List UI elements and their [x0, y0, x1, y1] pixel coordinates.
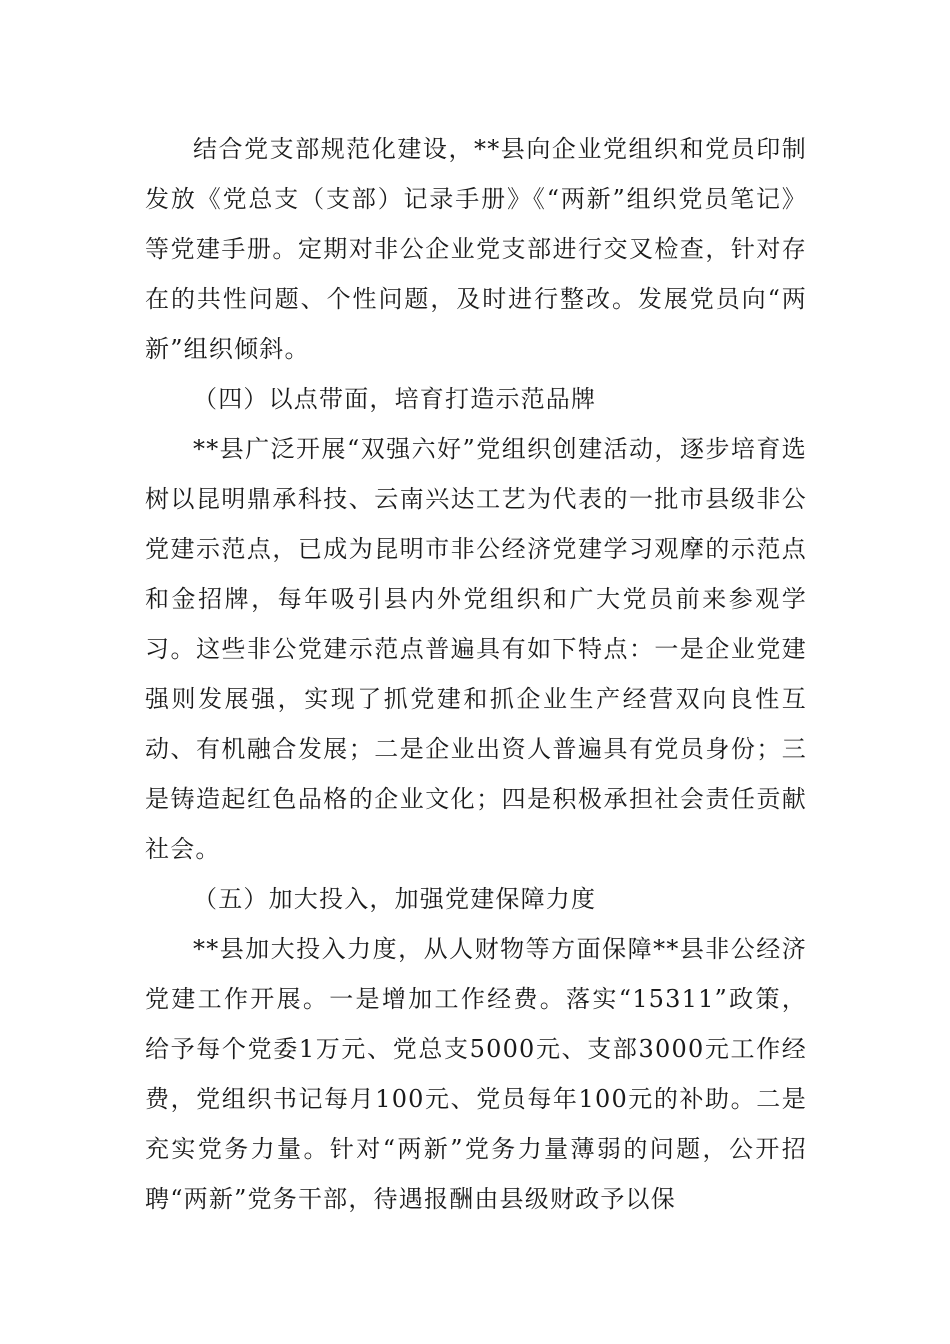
- document-body: [145, 124, 807, 1224]
- section-heading-5: （五）加大投入，加强党建保障力度: [193, 885, 597, 913]
- paragraph-demonstration-brand: **县广泛开展“双强六好”党组织创建活动，逐步培育选树以昆明鼎承科技、云南兴达工艺为代表的一批市县级非公党建示范点，已成为昆明市非公经济党建学习观摩的示范点和金招牌，每年吸引县内外党组织和广大党员前来参观学习。这些非公党建示范点普遍具有如下特点：一是企业党建强则发展强，实现了抓党建和抓企业生产经营双向良性互动、有机融合发展；二是企业出资人普遍具有党员身份；三是铸造起红色品格的企业文化；四是积极承担社会责任贡献社会。: [145, 435, 807, 863]
- paragraph-branch-standardization: 结合党支部规范化建设，**县向企业党组织和党员印制发放《党总支（支部）记录手册》《“两新”组织党员笔记》等党建手册。定期对非公企业党支部进行交叉检查，针对存在的共性问题、个性问题，及时进行整改。发展党员向“两新”组织倾斜。: [145, 135, 807, 363]
- paragraph-investment-support: **县加大投入力度，从人财物等方面保障**县非公经济党建工作开展。一是增加工作经费。落实“15311”政策，给予每个党委1万元、党总支5000元、支部3000元工作经费，党组织书记每月100元、党员每年100元的补助。二是充实党务力量。针对“两新”党务力量薄弱的问题，公开招聘“两新”党务干部，待遇报酬由县级财政予以保: [145, 935, 807, 1213]
- section-heading-4: （四）以点带面，培育打造示范品牌: [193, 385, 597, 413]
